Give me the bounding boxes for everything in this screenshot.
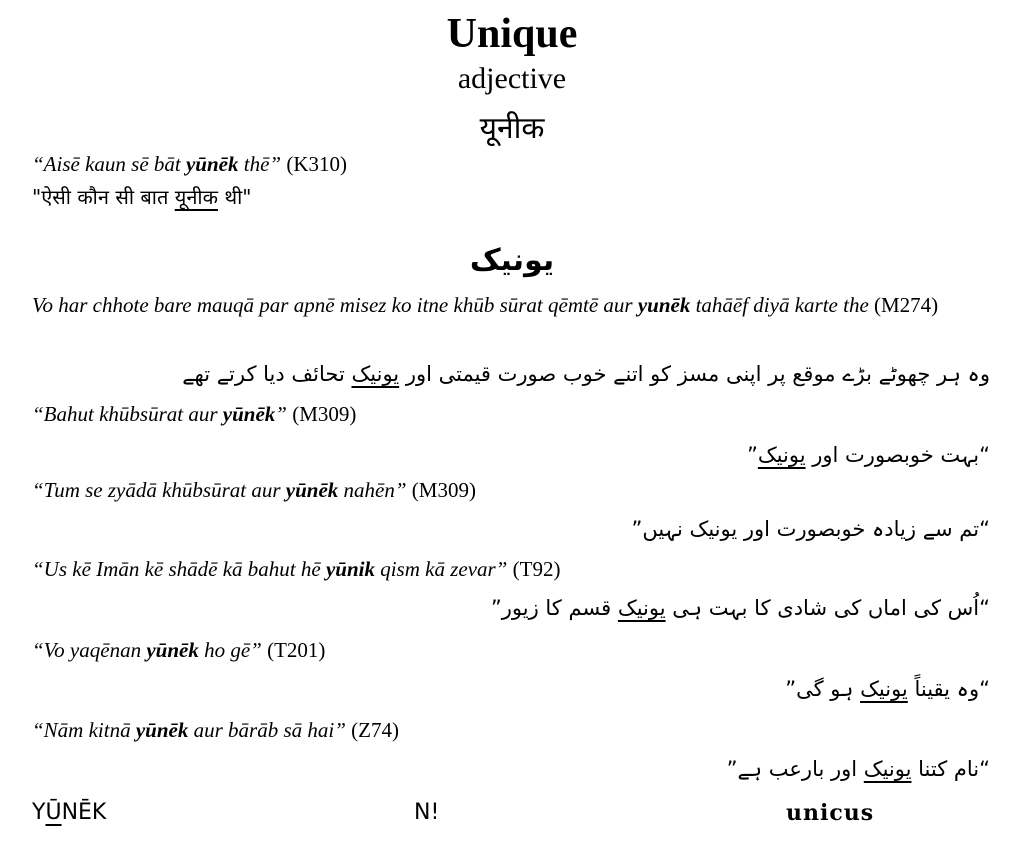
example-latin-m309-a [32, 402, 356, 427]
example-text: thē” [238, 152, 282, 176]
example-keyword: yūnēk [285, 478, 339, 502]
example-reference: (M274) [868, 293, 939, 317]
example-text: ” [275, 402, 287, 426]
example-keyword: yūnēk [135, 718, 189, 742]
example-latin-k310 [32, 152, 347, 177]
example-keyword: yunēk [637, 293, 691, 317]
example-text: “اُس کی اماں کی شادی کا بہت ہی [665, 596, 990, 620]
example-reference: (T201) [261, 638, 326, 662]
example-text: tahāēf diyā karte the [690, 293, 869, 317]
example-keyword: یونیک [757, 443, 806, 467]
example-reference: (K310) [281, 152, 347, 176]
example-reference: (M309) [406, 478, 476, 502]
example-text: qism kā zevar” [374, 557, 508, 581]
entry-headword: Unique [446, 11, 578, 57]
footer-text: NĒK [61, 800, 107, 825]
example-text: “Tum se zyādā khūbsūrat aur [32, 478, 286, 502]
example-text: اور بارعب ہے” [726, 757, 864, 781]
example-keyword: yūnēk [146, 638, 199, 662]
footer-transliteration [32, 800, 106, 825]
example-keyword: yūnēk [222, 402, 276, 426]
example-latin-m274 [32, 290, 992, 320]
example-text: थी" [217, 185, 252, 209]
example-urdu-m309-a [747, 443, 990, 467]
footer-text: Ū [45, 800, 62, 825]
example-keyword: yūnik [325, 557, 375, 581]
example-text: “Vo yaqēnan [32, 638, 147, 662]
footer-marker: N! [414, 800, 440, 825]
example-text: “Bahut khūbsūrat aur [32, 402, 223, 426]
example-devanagari-k310 [32, 183, 252, 210]
example-latin-t201 [32, 638, 325, 663]
example-text: ” [747, 443, 758, 467]
example-text: ہو گی” [785, 677, 861, 701]
example-urdu-m309-b [632, 517, 990, 541]
example-text: وہ ہر چھوٹے بڑے موقع پر اپنی مسز کو اتنے خوب صورت قیمتی اور [399, 362, 990, 386]
example-text: Vo har chhote bare mauqā par apnē misez ko itne khūb sūrat qēmtē aur [32, 293, 638, 317]
example-text: "ऐसी कौन सी बात [32, 185, 175, 209]
example-keyword: yūnēk [185, 152, 239, 176]
hindi-headword: यूनीक [479, 111, 545, 146]
example-latin-t92 [32, 557, 560, 582]
footer-text: Y [32, 800, 46, 825]
example-latin-z74 [32, 718, 399, 743]
urdu-headword: یونیک [469, 243, 555, 278]
footer-etymology: unicus [786, 800, 875, 826]
example-urdu-m274 [182, 362, 990, 386]
example-keyword: یونیک [351, 362, 400, 386]
part-of-speech: adjective [457, 62, 567, 95]
example-text: ho gē” [198, 638, 262, 662]
example-text: “Us kē Imān kē shādē kā bahut hē [32, 557, 326, 581]
example-text: تحائف دیا کرتے تھے [182, 362, 352, 386]
example-latin-m309-b [32, 478, 476, 503]
example-keyword: یونیک [617, 596, 666, 620]
example-keyword: یونیک [863, 757, 912, 781]
example-text: aur bārāb sā hai” [188, 718, 346, 742]
example-urdu-t92 [491, 596, 990, 620]
example-text: “وہ یقیناً [907, 677, 990, 701]
example-keyword: یونیک [860, 677, 908, 701]
example-reference: (M309) [286, 402, 357, 426]
example-urdu-t201 [785, 677, 990, 701]
example-keyword: यूनीक [174, 185, 218, 209]
example-reference: (T92) [507, 557, 561, 581]
example-text: قسم کا زیور” [490, 596, 618, 620]
example-urdu-z74 [727, 757, 990, 781]
example-reference: (Z74) [345, 718, 399, 742]
example-text: “نام کتنا [911, 757, 990, 781]
example-text: nahēn” [338, 478, 407, 502]
example-text: “تم سے زیادہ خوبصورت اور یونیک نہیں” [631, 517, 990, 541]
example-text: “بہت خوبصورت اور [805, 443, 990, 467]
example-text: “Aisē kaun sē bāt [32, 152, 186, 176]
example-text: “Nām kitnā [32, 718, 136, 742]
